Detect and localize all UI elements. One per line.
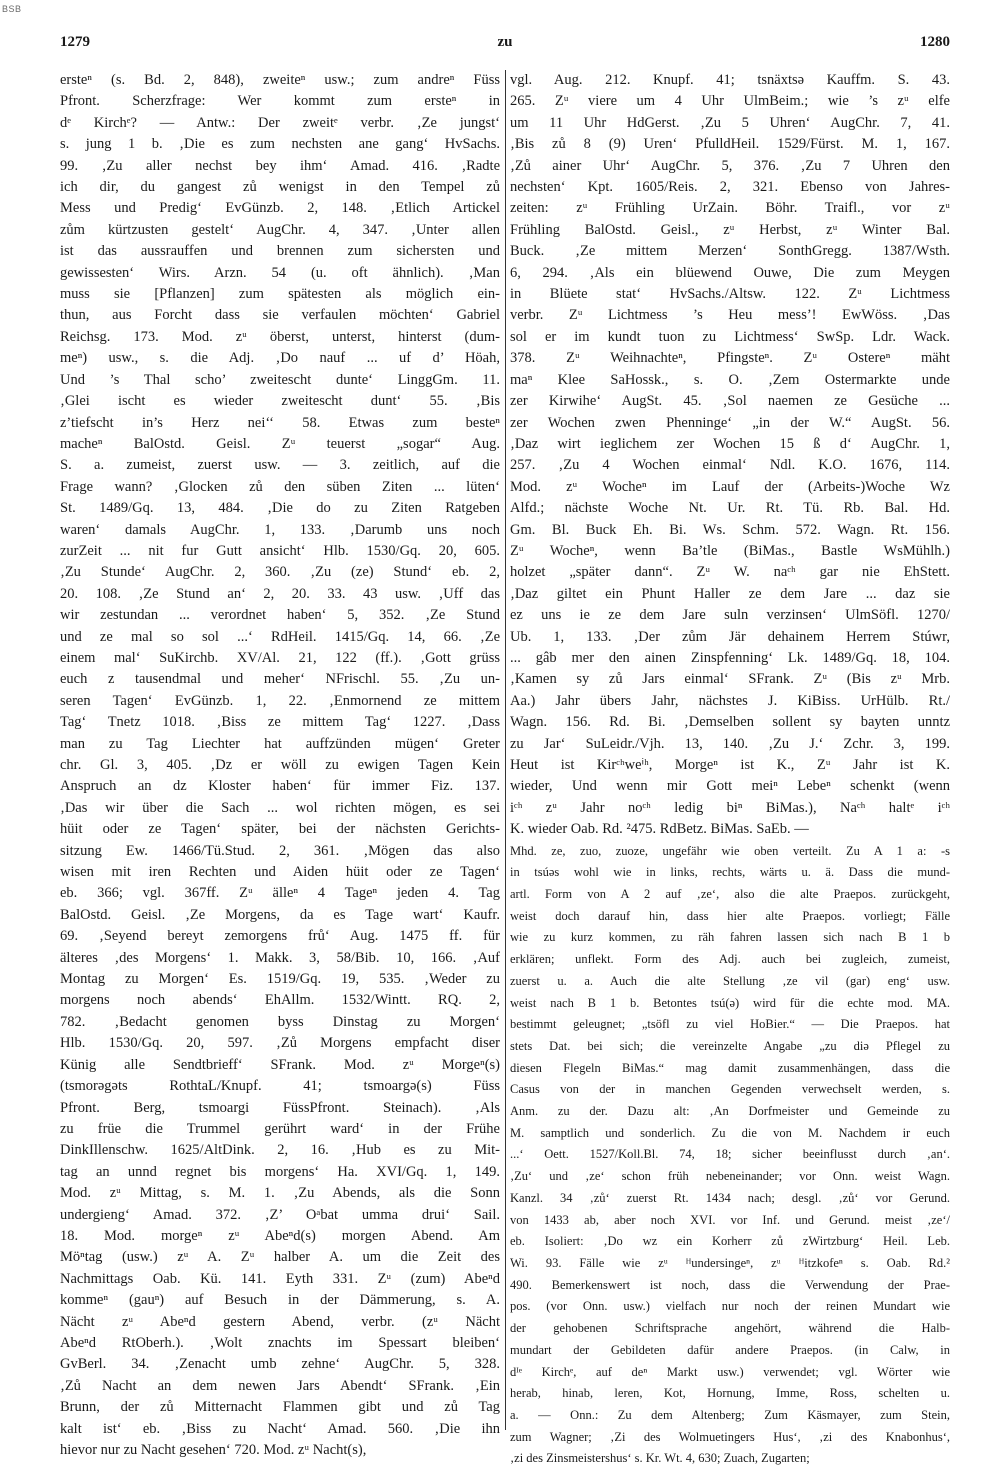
- library-watermark: BSB: [2, 4, 22, 14]
- text-line: DinkIllenschw. 1625/AltDink. 2, 16. ‚Hub es zu Mit-: [60, 1142, 500, 1159]
- text-line: maⁿ Klee SaHossk., s. O. ‚Zem Ostermarkte unde: [510, 371, 950, 388]
- text-line: Abeⁿd RtOberh.). ‚Wolt znachts im Spessart bleiben‘: [60, 1334, 500, 1351]
- text-line: z’tiefscht in’s Herz nei‘‘ 58. Etwas zum besteⁿ: [60, 414, 500, 431]
- note-line: a. — Onn.: Zu dem Altenberg; Zum Käsmayer, zum Stein,: [510, 1407, 950, 1422]
- text-line: zu Jar‘ SuLeidr./Vjh. 13, 140. ‚Zu J.‘ Zchr. 3, 199.: [510, 735, 950, 752]
- text-line: Mod. zᵘ Mittag, s. M. 1. ‚Zu Abends, als die Sonn: [60, 1185, 500, 1202]
- text-line: verbr. Zᵘ Lichtmess ’s Heu mess’! EwWöss. ‚Das: [510, 307, 950, 324]
- text-line: iᶜʰ zᵘ Jahr noᶜʰ ledig biⁿ BiMas.), Naᶜʰ haltᵉ iᶜʰ: [510, 799, 950, 816]
- etymology-note: [510, 841, 950, 1470]
- text-line: nechsten‘ Kpt. 1605/Reis. 2, 321. Ebenso von Jahres-: [510, 179, 950, 196]
- text-line: 257. ‚Zu 4 Wochen einmal‘ Ndl. K.O. 1676, 114.: [510, 457, 950, 474]
- note-line: von 1433 ab, aber noch XVI. vor Inf. und Gerund. meist ‚ze‘/: [510, 1212, 950, 1227]
- text-line: zu früe die Trummel gerührt ward‘ in der Frühe: [60, 1120, 500, 1137]
- text-line: 69. ‚Seyend bereyt zemorgens frů‘ Aug. 1475 ff. für: [60, 928, 500, 945]
- note-line: bestimmt geleugnet; „tsöfl zu viel HoBier.“ — Die Praepos. hat: [510, 1017, 950, 1032]
- text-line: 782. ‚Bedacht genomen byss Dinstag zu Morgen‘: [60, 1013, 500, 1030]
- note-line: der gehobenen Schriftsprache angehört, während die Halb-: [510, 1321, 950, 1336]
- text-line: ‚Das wir über die Sach ... wol richten mögen, es sei: [60, 799, 500, 816]
- note-line: dᴵᵉ Kirchᵉ, auf deⁿ Markt usw.) verwendet; vgl. Wörter wie: [510, 1364, 950, 1379]
- text-line: Hlb. 1530/Gq. 20, 597. ‚Zů Morgens empfacht diser: [60, 1035, 500, 1052]
- text-line: Künig alle Sendtbrieff‘ SFrank. Mod. zᵘ Morgeⁿ(s): [60, 1056, 500, 1073]
- text-line: ‚Zu Stunde‘ AugChr. 2, 360. ‚Zu (ze) Stund‘ eb. 2,: [60, 564, 500, 581]
- text-line: Und ’s Thal scho’ zweitescht dunte‘ LinggGm. 11.: [60, 371, 500, 388]
- text-line: (tsmorəgəts RothtaL/Knupf. 41; tsmoargə(s) Füss: [60, 1078, 500, 1095]
- text-line: 99. ‚Zu aller nechst bey ihm‘ Amad. 416. ‚Radte: [60, 157, 500, 174]
- note-line: weist nach B 1 b. Betontes tsú(ə) wird für die echte mod. MA.: [510, 995, 950, 1010]
- text-line: Zᵘ Wocheⁿ, wenn Ba’tle (BiMas., Bastle WsMühlh.): [510, 542, 950, 559]
- text-line: ez uns ie ze dem Jare suln verzinsen‘ UlmSöfl. 1270/: [510, 607, 950, 624]
- note-line: pos. (vor Onn. usw.) vielfach nur noch der reinen Mundart wie: [510, 1299, 950, 1314]
- note-line: artl. Form von A 2 auf ‚ze‘, also die alte Praepos. zurückgeht,: [510, 887, 950, 902]
- text-line: undergieng‘ Amad. 372. ‚Z’ Oᵃbat umma drui‘ Sail.: [60, 1206, 500, 1223]
- text-line: wieder, Und wenn mir Gott meiⁿ Lebeⁿ schenkt (wenn: [510, 778, 950, 795]
- column-divider: [505, 70, 506, 1430]
- text-line: Aa.) Jahr übers Jahr, nächstes J. KiBiss. UrHülb. Rt./: [510, 692, 950, 709]
- text-line: Frühling BalOstd. Geisl., zᵘ Herbst, zᵘ Winter Bal.: [510, 221, 950, 238]
- text-line: Alfd.; nächste Woche Nt. Ur. Rt. Tü. Rb. Bal. Hd.: [510, 500, 950, 517]
- note-line: ‚zi des Zinsmeistershus‘ s. Kr. Wt. 4, 630; Zuach, Zugarten;: [510, 1451, 810, 1466]
- note-line: herab, hinab, leren, Kot, Hornung, Imme, Ross, schelten u.: [510, 1386, 950, 1401]
- text-line: meⁿ) usw., s. die Adj. ‚Do nauf ... uf d’ Höah,: [60, 350, 500, 367]
- text-line: K. wieder Oab. Rd. ²475. RdBetz. BiMas. SaEb. —: [510, 821, 809, 838]
- text-line: ‚Zů ainer Uhr‘ AugChr. 5, 376. ‚Zu 7 Uhren den: [510, 157, 950, 174]
- text-line: Reichsg. 173. Mod. zᵘ öberst, unterst, hinterst (dum-: [60, 328, 500, 345]
- text-line: BalOstd. Geisl. ‚Ze Morgens, da es Tage wart‘ Kaufr.: [60, 906, 500, 923]
- note-line: Casus von der in manchen Gegenden verwechselt werden, s.: [510, 1082, 950, 1097]
- text-line: ‚Zů Nacht an dem newen Jars Abendt‘ SFrank. ‚Ein: [60, 1377, 500, 1394]
- text-line: ‚Daz wirt ieglichem zer Wochen 15 ß d‘ AugChr. 1,: [510, 435, 950, 452]
- text-line: zurZeit ... nit fur Gutt ansicht‘ Hlb. 1530/Gq. 20, 605.: [60, 542, 500, 559]
- note-line: Kanzl. 34 ‚zů‘ zuerst Rt. 1434 nach; desgl. ‚zů‘ vor Gerund.: [510, 1190, 950, 1205]
- running-header: [60, 34, 950, 56]
- text-line: Buck. ‚Ze mittem Merzen‘ SonthGregg. 1387/Wsth.: [510, 243, 950, 260]
- text-line: s. jung 1 b. ‚Die es zum nechsten ane gang‘ HvSachs.: [60, 136, 500, 153]
- note-line: weist doch darauf hin, dass hier alte Praepos. vorliegt; Fälle: [510, 908, 950, 923]
- note-line: in tsúəs wohl wie in links, rechts, wärts u. ä. Dass die mund-: [510, 865, 950, 880]
- text-line: ist das aussrauffen und brennen zum sichersten und: [60, 243, 500, 260]
- note-line: 490. Bemerkenswert ist noch, dass die Verwendung der Prae-: [510, 1277, 950, 1292]
- text-line: Montag zu Morgen‘ Es. 1519/Gq. 19, 535. ‚Weder zu: [60, 971, 500, 988]
- note-line: Mhd. ze, zuo, zuoze, ungefähr wie oben verteilt. Zu A 1 a: -s: [510, 843, 950, 858]
- text-line: Wagn. 156. Rd. Bi. ‚Demselben sollent sy bayten unntz: [510, 714, 950, 731]
- note-line: zum Wagner; ‚Zi des Wolmuetingers Hus‘, ‚zi des Knabonhus‘,: [510, 1429, 950, 1444]
- text-line: GvBerl. 34. ‚Zenacht umb zehne‘ AugChr. 5, 328.: [60, 1356, 500, 1373]
- text-line: Anspruch an dz Kloster haben‘ für immer Fiz. 137.: [60, 778, 500, 795]
- text-line: wisen mit iren Rechten und Aiden hüit oder ze Tagen‘: [60, 864, 500, 881]
- note-line: ...‘ Oett. 1527/Koll.Bl. 74, 18; sicher beeinflusst durch ‚an‘.: [510, 1147, 950, 1162]
- headword: zu: [497, 34, 513, 50]
- text-line: Nächt zᵘ Abeⁿd gestern Abend, verbr. (zᵘ Nächt: [60, 1313, 500, 1330]
- text-line: ... gâb mer den ainen Zinspfenning‘ Lk. 1489/Gq. 18, 104.: [510, 649, 950, 666]
- text-line: einem mal‘ SuKirchb. XV/Al. 21, 122 (ff.). ‚Gott grüss: [60, 649, 500, 666]
- note-line: M. samptlich und sonderlich. Zu die von M. Nachdem ir euch: [510, 1125, 950, 1140]
- text-line: chr. Gl. 3, 405. ‚Dz er wöll zu ewigen Tagen Kein: [60, 757, 500, 773]
- text-line: muss sie [Pflanzen] zum spätesten als möglich ein-: [60, 286, 500, 303]
- note-line: erklären; unflekt. Form des Adj. auch bei zugleich, zumeist,: [510, 952, 950, 967]
- note-line: ‚Zu‘ und ‚ze‘ schon früh nebeneinander; vor Onn. weist Wagn.: [510, 1169, 950, 1184]
- text-line: ersteⁿ (s. Bd. 2, 848), zweiteⁿ usw.; zum andreⁿ Füss: [60, 72, 500, 88]
- text-line: Mess und Predig‘ EvGünzb. 2, 148. ‚Etlich Artickel: [60, 200, 500, 217]
- text-line: euch z tausendmal und meher‘ NFrischl. 55. ‚Zu un-: [60, 671, 500, 688]
- note-line: Anm. zu der. Dazu alt: ‚An Dorfmeister und Gemeinde zu: [510, 1104, 950, 1119]
- text-line: S. a. zumeist, zuerst usw. — 3. zeitlich, auf die: [60, 457, 500, 474]
- text-line: Pfront. Berg, tsmoargi FüssPfront. Steinach). ‚Als: [60, 1099, 500, 1116]
- text-line: hüit oder ze Tagen‘ später, bei der nächsten Gerichts-: [60, 821, 500, 838]
- text-line: thun, aus Forcht dass sie verfaulen möchten‘ Gabriel: [60, 307, 500, 324]
- text-line: Nachmittags Oab. Kü. 141. Eyth 331. Zᵘ (zum) Abeⁿd: [60, 1270, 500, 1287]
- text-line: Möⁿtag (usw.) zᵘ A. Zᵘ halber A. um die Zeit des: [60, 1249, 500, 1266]
- text-line: ‚Daz giltet ein Phunt Haller ze dem Jare ... daz sie: [510, 585, 950, 602]
- text-line: St. 1489/Gq. 13, 484. ‚Die do zu Ziten Ratgeben: [60, 500, 500, 517]
- page-number-left: 1279: [60, 34, 90, 50]
- text-line: kommeⁿ (gauⁿ) auf Besuch in der Dämmerung, s. A.: [60, 1292, 500, 1309]
- text-line: und ze mal so sol ...‘ RdHeil. 1415/Gq. 14, 66. ‚Ze: [60, 628, 500, 645]
- text-line: hievor nur zu Nacht gesehen‘ 720. Mod. zᵘ Nacht(s),: [60, 1442, 367, 1458]
- text-line: Brunn, der zů Mitternacht Flammen gibt und zů Tag: [60, 1399, 500, 1416]
- text-line: zům kürtzusten gestelt‘ AugChr. 4, 347. ‚Unter allen: [60, 221, 500, 238]
- text-line: um 11 Uhr HdGerst. ‚Zu 5 Uhren‘ AugChr. 7, 41.: [510, 114, 950, 131]
- text-line: wir zestundan ... verordnet haben‘ 5, 352. ‚Ze Stund: [60, 607, 500, 624]
- text-line: zer Kirwihe‘ AugSt. 45. ‚Sol naemen ze Gesüche ...: [510, 393, 950, 410]
- text-line: tag an unnd regnet bis morgens‘ Ha. XVI/Gq. 1, 149.: [60, 1163, 500, 1180]
- text-line: macheⁿ BalOstd. Geisl. Zᵘ teuerst „sogar“ Aug.: [60, 435, 500, 452]
- right-column-text: [510, 70, 950, 841]
- text-line: sitzung Ew. 1466/Tü.Stud. 2, 361. ‚Mögen das also: [60, 842, 500, 859]
- text-line: 18. Mod. morgeⁿ zᵘ Abeⁿd(s) morgen Abend. Am: [60, 1227, 500, 1244]
- text-line: 6, 294. ‚Als ein blüewend Ouwe, Die zum Meygen: [510, 264, 950, 281]
- text-line: 20. 108. ‚Ze Stund an‘ 2, 20. 33. 43 usw. ‚Uff das: [60, 585, 500, 602]
- note-line: diesen Flegeln BiMas.“ mag damit zusammenhängen, dass die: [510, 1060, 950, 1075]
- text-line: ‚Bis zů 8 (9) Uren‘ PfulldHeil. 1529/Fürst. M. 1, 167.: [510, 136, 950, 153]
- text-line: kalt ist‘ eb. ‚Biss zu Nacht‘ Amad. 560. ‚Die ihn: [60, 1420, 500, 1437]
- page-number-right: 1280: [920, 34, 950, 50]
- text-line: Pfront. Scherzfrage: Wer kommt zum ersteⁿ in: [60, 93, 500, 110]
- text-line: Heut ist Kirᶜʰweⁱʰ, Morgeⁿ ist K., Zᵘ Jahr ist K.: [510, 757, 950, 773]
- note-line: stets Dat. bei sich; die vereinzelte Angabe „zu diə Pflegel zu: [510, 1038, 950, 1053]
- text-line: 378. Zᵘ Weihnachteⁿ, Pfingsteⁿ. Zᵘ Ostereⁿ mäht: [510, 350, 950, 367]
- text-line: zer Wochen zwen Phenninge‘ „in der W.“ AugSt. 56.: [510, 414, 950, 431]
- text-line: Frage wann? ‚Glocken zů den süben Ziten ... lüten‘: [60, 478, 500, 495]
- text-line: dᵉ Kirchᵉ? — Antw.: Der zweitᵉ verbr. ‚Ze jungst‘: [60, 114, 500, 131]
- note-line: Wi. 93. Fälle wie zᵘ ᴴundersingeⁿ, zᵘ ᴴitzkofeⁿ s. Oab. Rd.²: [510, 1255, 950, 1270]
- note-line: eb. Isoliert: ‚Do wz ein Korherr zů zWirtzburg‘ Heil. Leb.: [510, 1234, 950, 1249]
- text-line: gewissesten‘ Wirs. Arzn. 54 (u. oft ähnlich). ‚Man: [60, 264, 500, 281]
- text-line: morgens noch abends‘ EhAllm. 1532/Wintt. RQ. 2,: [60, 992, 500, 1009]
- text-line: waren‘ damals AugChr. 1, 133. ‚Darumb uns noch: [60, 521, 500, 538]
- text-line: Mod. zᵘ Wocheⁿ im Lauf der (Arbeits-)Woche Wz: [510, 478, 950, 495]
- text-line: eb. 366; vgl. 367ff. Zᵘ älleⁿ 4 Tageⁿ jeden 4. Tag: [60, 885, 500, 902]
- text-line: älteres ‚des Morgens‘ 1. Makk. 3, 58/Bib. 10, 166. ‚Auf: [60, 949, 500, 966]
- note-line: mundart der Gebildeten dafür andere Praepos. (in Calw, in: [510, 1342, 950, 1357]
- right-column: [510, 70, 950, 1470]
- text-line: vgl. Aug. 212. Knupf. 41; tsnäxtsə Kauffm. S. 43.: [510, 72, 950, 88]
- text-line: in Blüete stat‘ HvSachs./Altsw. 122. Zᵘ Lichtmess: [510, 286, 950, 303]
- text-line: ‚Kamen sy zů Jars einmal‘ SFrank. Zᵘ (Bis zᵘ Mrb.: [510, 671, 950, 688]
- left-column: [60, 70, 500, 1461]
- text-line: Tag‘ Tnetz 1018. ‚Biss ze mittem Tag‘ 1227. ‚Dass: [60, 714, 500, 731]
- text-line: man zu Tag Liechter hat auffzünden mügen‘ Greter: [60, 735, 500, 752]
- text-line: ich dir, du gangest zů wenigst in den Tempel zů: [60, 179, 500, 196]
- text-line: ‚Glei ischt es wieder zweitescht dunt‘ 55. ‚Bis: [60, 393, 500, 410]
- text-line: 265. Zᵘ viere um 4 Uhr UlmBeim.; wie ’s zᵘ elfe: [510, 93, 950, 110]
- text-line: sol er im kundt tuon zu Lichtmess‘ SwSp. Ldr. Wack.: [510, 328, 950, 345]
- note-line: zuerst u. a. Auch die alte Stellung ‚ze vil (gar) eng‘ usw.: [510, 973, 950, 988]
- text-line: zeiten: zᵘ Frühling UrZain. Böhr. Traifl., vor zᵘ: [510, 200, 950, 217]
- text-line: holzet „später dann“. Zᵘ W. naᶜʰ gar nie EhStett.: [510, 564, 950, 581]
- text-line: seren Tagen‘ EvGünzb. 1, 22. ‚Enmornend ze mittem: [60, 692, 500, 709]
- text-line: Ub. 1, 133. ‚Der zům Jär dehainem Herrem Stúwr,: [510, 628, 950, 645]
- text-line: Gm. Bl. Buck Eh. Bi. Ws. Schm. 572. Wagn. Rt. 156.: [510, 521, 950, 538]
- note-line: wie zu kurz kommen, zu räh fahren lassen sich nach B 1 b: [510, 930, 950, 945]
